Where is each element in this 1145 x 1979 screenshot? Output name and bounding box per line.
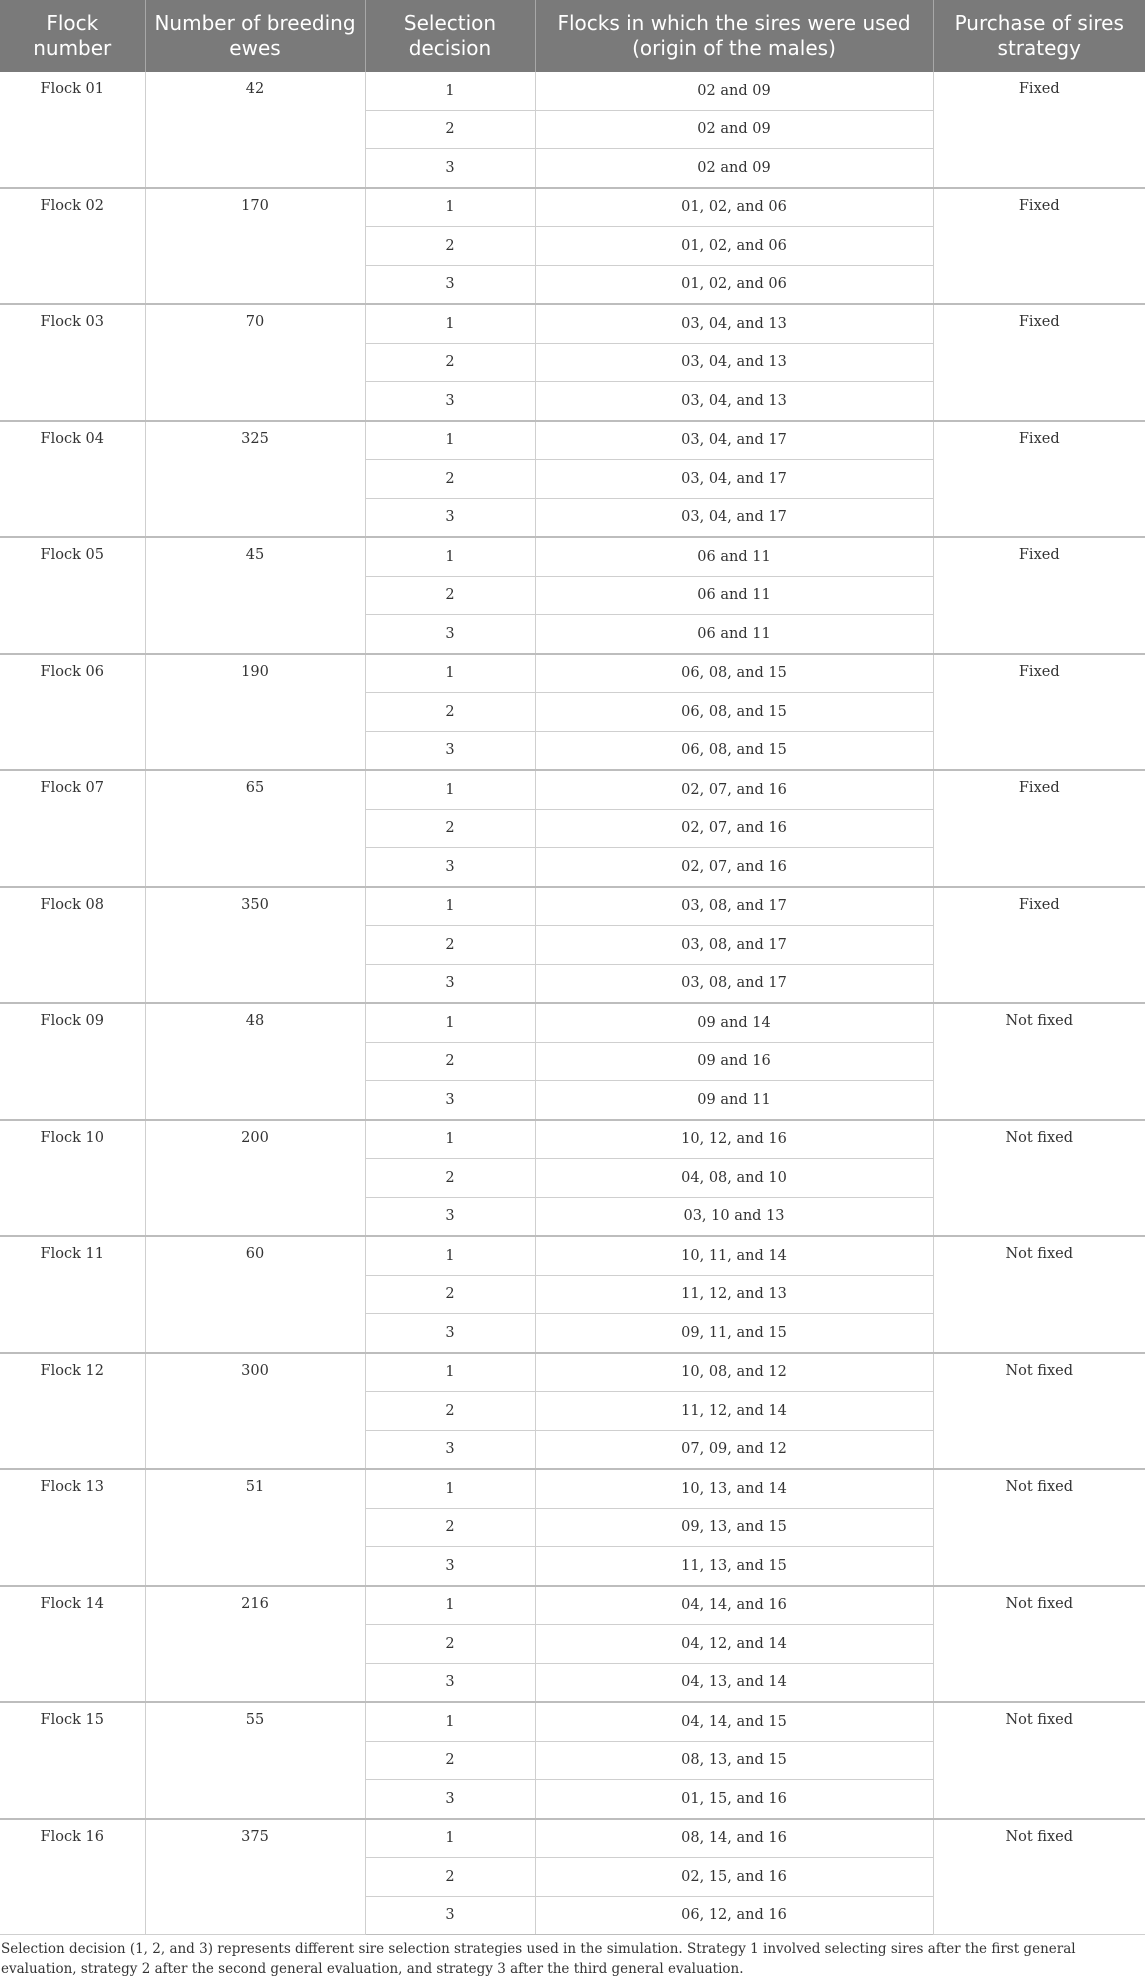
selection-decision-cell: 2 bbox=[365, 227, 535, 266]
sire-origin-cell: 01, 02, and 06 bbox=[535, 227, 933, 266]
flock-number-cell: Flock 04 bbox=[0, 421, 145, 538]
flock-number-cell: Flock 12 bbox=[0, 1353, 145, 1470]
selection-decision-cell: 2 bbox=[365, 1625, 535, 1664]
sire-origin-cell: 08, 14, and 16 bbox=[535, 1819, 933, 1858]
sire-origin-cell: 01, 15, and 16 bbox=[535, 1780, 933, 1819]
sire-origin-cell: 03, 04, and 13 bbox=[535, 343, 933, 382]
sire-origin-cell: 02 and 09 bbox=[535, 72, 933, 110]
table-row bbox=[0, 1586, 1145, 1625]
selection-decision-cell: 3 bbox=[365, 265, 535, 304]
header-row bbox=[0, 0, 1145, 72]
sire-origin-cell: 03, 04, and 17 bbox=[535, 460, 933, 499]
sire-origin-cell: 02, 15, and 16 bbox=[535, 1858, 933, 1897]
selection-decision-cell: 2 bbox=[365, 460, 535, 499]
sire-origin-cell: 03, 08, and 17 bbox=[535, 887, 933, 926]
flock-number-cell: Flock 08 bbox=[0, 887, 145, 1004]
selection-decision-cell: 2 bbox=[365, 809, 535, 848]
header-selection-decision: Selection decision bbox=[365, 0, 535, 72]
table-row bbox=[0, 1702, 1145, 1741]
table-footnote: Selection decision (1, 2, and 3) represents different sire selection strategies used in the simulation. Strategy 1 involved selecting sires after the first general evaluation, strategy 2 after the second general evaluation, and strategy 3 after the third general evaluation. bbox=[1, 1941, 1076, 1977]
sire-origin-cell: 06 and 11 bbox=[535, 576, 933, 615]
sire-origin-cell: 08, 13, and 15 bbox=[535, 1741, 933, 1780]
selection-decision-cell: 2 bbox=[365, 1275, 535, 1314]
purchase-strategy-cell: Fixed bbox=[933, 304, 1145, 421]
breeding-ewes-cell: 51 bbox=[145, 1469, 365, 1586]
selection-decision-cell: 2 bbox=[365, 1159, 535, 1198]
breeding-ewes-cell: 65 bbox=[145, 770, 365, 887]
selection-decision-cell: 3 bbox=[365, 848, 535, 887]
table-row bbox=[0, 537, 1145, 576]
breeding-ewes-cell: 48 bbox=[145, 1003, 365, 1120]
sire-origin-cell: 09 and 11 bbox=[535, 1081, 933, 1120]
table-row bbox=[0, 72, 1145, 110]
flock-number-cell: Flock 09 bbox=[0, 1003, 145, 1120]
header-flock-number: Flock number bbox=[0, 0, 145, 72]
selection-decision-cell: 1 bbox=[365, 1120, 535, 1159]
selection-decision-cell: 3 bbox=[365, 1663, 535, 1702]
selection-decision-cell: 2 bbox=[365, 343, 535, 382]
sire-origin-cell: 03, 04, and 17 bbox=[535, 421, 933, 460]
purchase-strategy-cell: Fixed bbox=[933, 72, 1145, 188]
flock-number-cell: Flock 05 bbox=[0, 537, 145, 654]
breeding-ewes-cell: 216 bbox=[145, 1586, 365, 1703]
breeding-ewes-cell: 45 bbox=[145, 537, 365, 654]
selection-decision-cell: 1 bbox=[365, 1469, 535, 1508]
selection-decision-cell: 2 bbox=[365, 1508, 535, 1547]
purchase-strategy-cell: Not fixed bbox=[933, 1469, 1145, 1586]
selection-decision-cell: 1 bbox=[365, 1702, 535, 1741]
breeding-ewes-cell: 375 bbox=[145, 1819, 365, 1935]
purchase-strategy-cell: Fixed bbox=[933, 770, 1145, 887]
purchase-strategy-cell: Fixed bbox=[933, 188, 1145, 305]
selection-decision-cell: 3 bbox=[365, 149, 535, 188]
table-body bbox=[0, 72, 1145, 1935]
selection-decision-cell: 1 bbox=[365, 1586, 535, 1625]
selection-decision-cell: 2 bbox=[365, 1741, 535, 1780]
selection-decision-cell: 3 bbox=[365, 1081, 535, 1120]
sire-origin-cell: 01, 02, and 06 bbox=[535, 188, 933, 227]
sire-origin-cell: 03, 04, and 13 bbox=[535, 304, 933, 343]
selection-decision-cell: 1 bbox=[365, 1236, 535, 1275]
flock-number-cell: Flock 01 bbox=[0, 72, 145, 188]
selection-decision-cell: 2 bbox=[365, 1042, 535, 1081]
table-row bbox=[0, 304, 1145, 343]
selection-decision-cell: 1 bbox=[365, 72, 535, 110]
table-header bbox=[0, 0, 1145, 72]
selection-decision-cell: 1 bbox=[365, 421, 535, 460]
breeding-ewes-cell: 170 bbox=[145, 188, 365, 305]
sire-origin-cell: 02 and 09 bbox=[535, 110, 933, 149]
sire-origin-cell: 02, 07, and 16 bbox=[535, 770, 933, 809]
header-purchase-strategy: Purchase of sires strategy bbox=[933, 0, 1145, 72]
sire-origin-cell: 09 and 16 bbox=[535, 1042, 933, 1081]
purchase-strategy-cell: Fixed bbox=[933, 654, 1145, 771]
table-row bbox=[0, 1003, 1145, 1042]
selection-decision-cell: 1 bbox=[365, 1353, 535, 1392]
table-row bbox=[0, 654, 1145, 693]
sire-origin-cell: 03, 04, and 13 bbox=[535, 382, 933, 421]
purchase-strategy-cell: Fixed bbox=[933, 537, 1145, 654]
sire-origin-cell: 03, 10 and 13 bbox=[535, 1197, 933, 1236]
selection-decision-cell: 2 bbox=[365, 693, 535, 732]
flock-number-cell: Flock 03 bbox=[0, 304, 145, 421]
breeding-ewes-cell: 200 bbox=[145, 1120, 365, 1237]
sire-origin-cell: 11, 12, and 13 bbox=[535, 1275, 933, 1314]
flock-number-cell: Flock 02 bbox=[0, 188, 145, 305]
selection-decision-cell: 3 bbox=[365, 615, 535, 654]
sire-origin-cell: 09, 13, and 15 bbox=[535, 1508, 933, 1547]
sire-origin-cell: 09, 11, and 15 bbox=[535, 1314, 933, 1353]
purchase-strategy-cell: Not fixed bbox=[933, 1003, 1145, 1120]
table-row bbox=[0, 1120, 1145, 1159]
selection-decision-cell: 3 bbox=[365, 1197, 535, 1236]
table-row bbox=[0, 887, 1145, 926]
flock-number-cell: Flock 11 bbox=[0, 1236, 145, 1353]
sire-origin-cell: 11, 12, and 14 bbox=[535, 1392, 933, 1431]
selection-decision-cell: 3 bbox=[365, 1547, 535, 1586]
selection-decision-cell: 3 bbox=[365, 731, 535, 770]
sire-origin-cell: 03, 08, and 17 bbox=[535, 964, 933, 1003]
purchase-strategy-cell: Not fixed bbox=[933, 1353, 1145, 1470]
sire-origin-cell: 10, 11, and 14 bbox=[535, 1236, 933, 1275]
flock-number-cell: Flock 16 bbox=[0, 1819, 145, 1935]
sire-origin-cell: 06 and 11 bbox=[535, 615, 933, 654]
selection-decision-cell: 3 bbox=[365, 1780, 535, 1819]
selection-decision-cell: 2 bbox=[365, 576, 535, 615]
breeding-ewes-cell: 60 bbox=[145, 1236, 365, 1353]
sire-origin-cell: 04, 12, and 14 bbox=[535, 1625, 933, 1664]
table-row bbox=[0, 1353, 1145, 1392]
purchase-strategy-cell: Not fixed bbox=[933, 1819, 1145, 1935]
sire-origin-cell: 10, 13, and 14 bbox=[535, 1469, 933, 1508]
sire-origin-cell: 06, 12, and 16 bbox=[535, 1896, 933, 1935]
selection-decision-cell: 1 bbox=[365, 1819, 535, 1858]
sire-origin-cell: 10, 12, and 16 bbox=[535, 1120, 933, 1159]
sire-origin-cell: 01, 02, and 06 bbox=[535, 265, 933, 304]
sire-origin-cell: 10, 08, and 12 bbox=[535, 1353, 933, 1392]
selection-decision-cell: 1 bbox=[365, 887, 535, 926]
flock-number-cell: Flock 15 bbox=[0, 1702, 145, 1819]
table-row bbox=[0, 1469, 1145, 1508]
flock-number-cell: Flock 07 bbox=[0, 770, 145, 887]
selection-decision-cell: 2 bbox=[365, 110, 535, 149]
flock-number-cell: Flock 14 bbox=[0, 1586, 145, 1703]
sire-origin-cell: 06, 08, and 15 bbox=[535, 654, 933, 693]
selection-decision-cell: 3 bbox=[365, 964, 535, 1003]
selection-decision-cell: 2 bbox=[365, 1858, 535, 1897]
selection-decision-cell: 2 bbox=[365, 926, 535, 965]
selection-decision-cell: 2 bbox=[365, 1392, 535, 1431]
table-row bbox=[0, 1236, 1145, 1275]
sire-origin-cell: 02, 07, and 16 bbox=[535, 809, 933, 848]
flock-number-cell: Flock 10 bbox=[0, 1120, 145, 1237]
breeding-ewes-cell: 55 bbox=[145, 1702, 365, 1819]
purchase-strategy-cell: Not fixed bbox=[933, 1120, 1145, 1237]
sire-origin-cell: 07, 09, and 12 bbox=[535, 1430, 933, 1469]
breeding-ewes-cell: 190 bbox=[145, 654, 365, 771]
selection-decision-cell: 1 bbox=[365, 1003, 535, 1042]
purchase-strategy-cell: Fixed bbox=[933, 887, 1145, 1004]
sire-origin-cell: 04, 13, and 14 bbox=[535, 1663, 933, 1702]
table-row bbox=[0, 188, 1145, 227]
selection-decision-cell: 1 bbox=[365, 537, 535, 576]
table-row bbox=[0, 1819, 1145, 1858]
sire-origin-cell: 04, 14, and 16 bbox=[535, 1586, 933, 1625]
sire-origin-cell: 04, 14, and 15 bbox=[535, 1702, 933, 1741]
selection-decision-cell: 1 bbox=[365, 188, 535, 227]
sire-origin-cell: 02, 07, and 16 bbox=[535, 848, 933, 887]
selection-decision-cell: 1 bbox=[365, 654, 535, 693]
selection-decision-cell: 3 bbox=[365, 382, 535, 421]
breeding-ewes-cell: 350 bbox=[145, 887, 365, 1004]
selection-decision-cell: 1 bbox=[365, 770, 535, 809]
breeding-ewes-cell: 325 bbox=[145, 421, 365, 538]
selection-decision-cell: 3 bbox=[365, 1430, 535, 1469]
selection-decision-cell: 3 bbox=[365, 1314, 535, 1353]
header-sire-origin: Flocks in which the sires were used (origin of the males) bbox=[535, 0, 933, 72]
purchase-strategy-cell: Not fixed bbox=[933, 1586, 1145, 1703]
table-row bbox=[0, 770, 1145, 809]
sire-origin-cell: 04, 08, and 10 bbox=[535, 1159, 933, 1198]
purchase-strategy-cell: Not fixed bbox=[933, 1236, 1145, 1353]
sire-origin-cell: 03, 04, and 17 bbox=[535, 498, 933, 537]
flock-number-cell: Flock 13 bbox=[0, 1469, 145, 1586]
sire-origin-cell: 06, 08, and 15 bbox=[535, 693, 933, 732]
breeding-ewes-cell: 70 bbox=[145, 304, 365, 421]
sire-origin-cell: 02 and 09 bbox=[535, 149, 933, 188]
breeding-ewes-cell: 300 bbox=[145, 1353, 365, 1470]
sire-origin-cell: 06 and 11 bbox=[535, 537, 933, 576]
selection-decision-cell: 3 bbox=[365, 1896, 535, 1935]
breeding-ewes-cell: 42 bbox=[145, 72, 365, 188]
flock-number-cell: Flock 06 bbox=[0, 654, 145, 771]
sire-origin-cell: 09 and 14 bbox=[535, 1003, 933, 1042]
purchase-strategy-cell: Not fixed bbox=[933, 1702, 1145, 1819]
purchase-strategy-cell: Fixed bbox=[933, 421, 1145, 538]
selection-decision-cell: 3 bbox=[365, 498, 535, 537]
header-breeding-ewes: Number of breeding ewes bbox=[145, 0, 365, 72]
sire-origin-cell: 06, 08, and 15 bbox=[535, 731, 933, 770]
sire-origin-cell: 11, 13, and 15 bbox=[535, 1547, 933, 1586]
table-row bbox=[0, 421, 1145, 460]
selection-decision-cell: 1 bbox=[365, 304, 535, 343]
sire-origin-cell: 03, 08, and 17 bbox=[535, 926, 933, 965]
